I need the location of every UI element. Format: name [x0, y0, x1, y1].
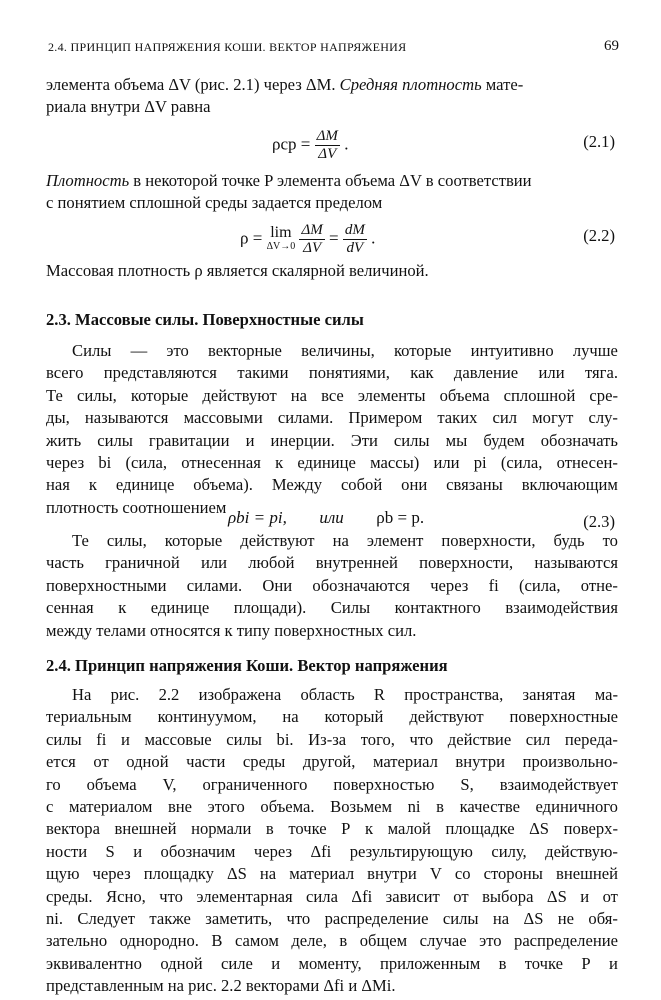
word: что	[409, 729, 434, 749]
word: или	[200, 553, 227, 573]
word: в	[265, 819, 274, 839]
word: силы,	[76, 385, 117, 405]
word: поверхности,	[419, 553, 514, 573]
text-line: Массовая плотность ρ является скалярной величиной.	[46, 261, 429, 280]
word: силе	[221, 953, 253, 973]
word: Между	[271, 475, 322, 495]
word: P	[341, 819, 351, 839]
word: силы	[46, 729, 82, 749]
word: континуумом,	[157, 707, 257, 727]
word: любой	[248, 553, 295, 573]
word: S	[105, 841, 115, 861]
word: рис.	[110, 685, 140, 704]
cauchy-paragraph	[46, 684, 618, 997]
word: сила	[306, 886, 338, 906]
equation-2-1: ρср = $\frac{\Delta M}{\Delta V}$ . (2.1)	[272, 128, 615, 162]
equation-number: (2.1)	[583, 132, 615, 151]
word: общем	[359, 931, 408, 951]
text-line	[46, 597, 618, 619]
text-line	[46, 796, 618, 818]
word: и	[580, 886, 590, 906]
word: представляются	[103, 363, 217, 383]
word: единице	[150, 598, 210, 618]
word: силы	[393, 430, 430, 450]
word: в	[436, 796, 444, 816]
word: область	[300, 685, 355, 704]
word: эквивалентно	[46, 953, 142, 973]
word: V	[429, 864, 442, 884]
text-line	[46, 774, 618, 796]
word: на	[332, 531, 349, 550]
word: среды	[242, 752, 286, 772]
word: сре-	[589, 385, 618, 405]
word: массовые	[144, 729, 212, 749]
word: мы	[445, 430, 468, 450]
equation-number: (2.3)	[583, 512, 615, 531]
word: Возьмем	[330, 796, 393, 816]
word: щую	[46, 864, 80, 884]
text-line	[46, 530, 618, 552]
word: Силы	[330, 598, 371, 618]
word: результирующую	[349, 841, 473, 861]
word: это	[479, 931, 502, 951]
word: ная	[46, 475, 70, 495]
text-line	[46, 953, 618, 975]
word: ΔS	[546, 886, 567, 906]
word: внешней	[555, 864, 618, 884]
scalar-sentence	[46, 260, 618, 282]
word: к	[88, 475, 97, 495]
word: объема).	[193, 475, 253, 495]
word: также	[149, 908, 191, 928]
word: будем	[483, 430, 525, 450]
word: bi	[98, 452, 112, 472]
text-line	[46, 362, 618, 384]
word: со	[454, 864, 471, 884]
text-line: между телами относятся к типу поверхностных сил.	[46, 620, 417, 640]
word: объема	[86, 774, 137, 794]
word: от	[453, 886, 469, 906]
word: поверхностные	[509, 707, 618, 727]
word: малой	[387, 819, 431, 839]
word: распределение	[324, 908, 429, 928]
word: от	[602, 886, 618, 906]
body-forces-paragraph	[46, 340, 618, 519]
word: обозначать	[540, 430, 618, 450]
word: (сила,	[500, 452, 543, 472]
word: тяга.	[584, 363, 618, 383]
word: выбора	[482, 886, 534, 906]
word: материалом	[68, 796, 153, 816]
word: Эти	[350, 430, 378, 450]
word: поверх-	[563, 819, 618, 839]
word: зательно	[46, 931, 108, 951]
word: могут	[532, 408, 574, 428]
text-line	[46, 818, 618, 840]
word: случае	[419, 931, 467, 951]
text-line	[46, 430, 618, 452]
word: через	[46, 452, 85, 472]
word: Они	[262, 575, 293, 595]
word: отне-	[580, 575, 618, 595]
word: другой,	[302, 752, 356, 772]
word: моменту,	[298, 953, 362, 973]
text-line	[46, 340, 618, 362]
word: Ясно,	[106, 886, 146, 906]
word: это	[166, 341, 189, 360]
word: Примером	[348, 408, 423, 428]
word: площади).	[233, 598, 307, 618]
word: единице	[115, 475, 175, 495]
intro-paragraph	[46, 74, 618, 119]
word: через	[253, 841, 293, 861]
word: на	[290, 385, 308, 405]
word: ды,	[46, 408, 70, 428]
word: такими	[237, 363, 289, 383]
word: действуют	[240, 531, 315, 550]
word: части	[186, 752, 226, 772]
text-line	[46, 385, 618, 407]
word: Те	[72, 531, 89, 550]
word: пространства,	[404, 685, 504, 704]
word: гравитации	[148, 430, 230, 450]
word: величины,	[301, 341, 375, 360]
word: к	[275, 452, 284, 472]
word: на	[492, 908, 510, 928]
word: внешней	[114, 819, 177, 839]
word: ется	[46, 752, 76, 772]
fraction: $\frac{\Delta M}{\Delta V}$	[316, 128, 338, 162]
text-line	[46, 729, 618, 751]
section-title-2-4: 2.4. Принцип напряжения Коши. Вектор напряжения	[46, 656, 448, 675]
running-head: 2.4. ПРИНЦИП НАПРЯЖЕНИЯ КОШИ. ВЕКТОР НАПРЯЖЕНИЯ	[48, 40, 407, 54]
word: понятиями,	[308, 363, 390, 383]
word: го	[46, 774, 61, 794]
word: силы	[442, 908, 479, 928]
word: лучше	[572, 341, 618, 360]
density-paragraph	[46, 170, 618, 215]
word: и	[133, 841, 143, 861]
text-line	[46, 930, 618, 952]
word: силы,	[106, 531, 147, 550]
word: как	[410, 363, 434, 383]
text-line: с понятием сплошной среды задается пределом	[46, 193, 383, 213]
text-line	[46, 886, 618, 908]
word: внутри	[455, 752, 506, 772]
word: единичного	[535, 796, 618, 816]
section-title-2-3: 2.3. Массовые силы. Поверхностные силы	[46, 310, 364, 329]
word: ма-	[594, 685, 618, 704]
word: Из-за	[308, 729, 347, 749]
word: через	[430, 575, 469, 595]
word: действуют	[409, 707, 484, 727]
word: В	[211, 931, 223, 951]
word: приложенным	[379, 953, 481, 973]
text-line	[46, 706, 618, 728]
word: произвольно-	[522, 752, 618, 772]
word: того,	[360, 729, 395, 749]
word: силы	[97, 430, 133, 450]
word: обя-	[588, 908, 618, 928]
word: от	[93, 752, 109, 772]
word: давление	[453, 363, 519, 383]
word: среды.	[46, 886, 93, 906]
word: силами.	[186, 575, 243, 595]
word: одной	[160, 953, 203, 973]
word: вектора	[46, 819, 100, 839]
word: этого	[207, 796, 245, 816]
word: действие	[447, 729, 512, 749]
word: действуют	[202, 385, 277, 405]
word: P	[581, 953, 591, 973]
word: качестве	[459, 796, 520, 816]
word: и	[121, 729, 130, 749]
word: (сила,	[125, 452, 168, 472]
text-line	[46, 552, 618, 574]
word: Следует	[77, 908, 136, 928]
text-line	[46, 863, 618, 885]
word: R	[373, 685, 385, 704]
word: часть	[46, 553, 84, 573]
word: внутри	[367, 864, 417, 884]
word: fi	[488, 575, 499, 595]
word: 2.2	[158, 685, 180, 704]
word: собой	[340, 475, 383, 495]
word: или	[433, 452, 460, 472]
text-line	[46, 684, 618, 706]
text-line	[46, 474, 618, 496]
word: что	[159, 886, 183, 906]
word: с	[46, 796, 54, 816]
word: точке	[288, 819, 327, 839]
word: в	[339, 931, 348, 951]
fraction: $\frac{dM}{dV}$	[344, 222, 365, 256]
word: распределение	[514, 931, 618, 951]
word: элементы	[357, 385, 426, 405]
text-line: Плотность в некоторой точке P элемента объема ΔV в соответствии	[46, 171, 532, 190]
word: ni	[407, 796, 421, 816]
word: на	[259, 864, 277, 884]
text-line	[46, 407, 618, 429]
word: pi	[473, 452, 487, 472]
word: и	[245, 430, 255, 450]
word: массовыми	[183, 408, 263, 428]
word: они	[401, 475, 428, 495]
word: ности	[46, 841, 88, 861]
word: будь	[553, 531, 585, 550]
text-line	[46, 751, 618, 773]
word: сенная	[46, 598, 94, 618]
word: интуитивно	[470, 341, 554, 360]
word: зависит	[385, 886, 440, 906]
word: включающим	[521, 475, 618, 495]
word: ограниченного	[202, 774, 308, 794]
word: связаны	[446, 475, 503, 495]
word: S,	[460, 774, 474, 794]
word: называются	[84, 408, 169, 428]
word: Δfi	[310, 841, 332, 861]
word: Силы	[72, 341, 112, 360]
word: через	[92, 864, 131, 884]
page-number: 69	[604, 38, 619, 54]
word: bi.	[276, 729, 294, 749]
word: на	[282, 707, 299, 727]
word: или	[538, 363, 565, 383]
word: нормали	[191, 819, 252, 839]
word: На	[72, 685, 92, 704]
word: силу,	[491, 841, 527, 861]
text-line: элемента объема ΔV (рис. 2.1) через ΔM. Средняя плотность мате-	[46, 75, 524, 94]
word: материал	[372, 752, 438, 772]
word: самом	[234, 931, 279, 951]
word: сил	[492, 408, 518, 428]
word: поверхностными	[46, 575, 167, 595]
word: точке	[524, 953, 564, 973]
word: V,	[162, 774, 177, 794]
word: называются	[534, 553, 618, 573]
word: взаимодействует	[499, 774, 618, 794]
equation-2-3: ρbi = pi, или ρb = p. (2.3)	[228, 508, 615, 531]
surface-forces-paragraph	[46, 530, 618, 642]
word: все	[321, 385, 344, 405]
word: вне	[167, 796, 193, 816]
word: действую-	[545, 841, 618, 861]
text-line	[46, 841, 618, 863]
word: стороны	[483, 864, 543, 884]
word: поверхностью	[333, 774, 435, 794]
word: объема	[439, 385, 490, 405]
word: всего	[46, 363, 84, 383]
word: площадке	[445, 819, 515, 839]
word: сплошной	[503, 385, 576, 405]
word: однородно.	[119, 931, 199, 951]
equation-number: (2.2)	[583, 226, 615, 245]
word: ΔS	[226, 864, 247, 884]
word: Δfi	[351, 886, 373, 906]
word: отнесен-	[556, 452, 618, 472]
word: к	[364, 819, 374, 839]
word: объема.	[260, 796, 315, 816]
word: занятая	[522, 685, 576, 704]
word: териальным	[46, 707, 132, 727]
word: таких	[437, 408, 478, 428]
word: заметить,	[205, 908, 273, 928]
text-line: плотность соотношением	[46, 497, 227, 517]
word: жить	[46, 430, 82, 450]
word: обозначаются	[312, 575, 410, 595]
word: единице	[297, 452, 356, 472]
word: отнесенная	[181, 452, 261, 472]
word: к	[118, 598, 127, 618]
word: массы)	[370, 452, 420, 472]
word: материал	[289, 864, 355, 884]
word: взаимодействия	[505, 598, 618, 618]
limit-operator: lim ΔV→0	[266, 223, 296, 252]
text-line	[46, 575, 618, 597]
word: то	[602, 531, 618, 550]
word: в	[498, 953, 507, 973]
word: Те	[46, 385, 63, 405]
equation-2-2: ρ = lim ΔV→0 $\frac{\Delta M}{\Delta V}$ = $\frac{dM}{dV}$ . (2.2)	[240, 222, 615, 256]
word: силами.	[277, 408, 334, 428]
text-line: риала внутри ΔV равна	[46, 97, 211, 117]
word: не	[557, 908, 575, 928]
word: площадку	[143, 864, 214, 884]
word: одной	[126, 752, 169, 772]
word: изображена	[198, 685, 282, 704]
word: граничной	[105, 553, 180, 573]
word: инерции.	[270, 430, 335, 450]
word: что	[286, 908, 311, 928]
word: контактного	[394, 598, 481, 618]
word: переда-	[564, 729, 618, 749]
word: и	[608, 953, 618, 973]
word: элемент	[366, 531, 424, 550]
word: ΔS	[529, 819, 550, 839]
fraction: $\frac{\Delta M}{\Delta V}$	[301, 222, 323, 256]
word: ni.	[46, 908, 64, 928]
word: которые	[393, 341, 452, 360]
word: сил	[525, 729, 551, 749]
word: и	[271, 953, 281, 973]
word: поверхности,	[441, 531, 536, 550]
word: элементарная	[196, 886, 293, 906]
text-line: представленным на рис. 2.2 векторами Δfi и ΔMi.	[46, 976, 396, 996]
text-line	[46, 452, 618, 474]
word: обозначим	[160, 841, 236, 861]
word: —	[130, 341, 148, 360]
word: (сила,	[518, 575, 561, 595]
word: деле,	[291, 931, 327, 951]
word: векторные	[207, 341, 282, 360]
word: которые	[130, 385, 189, 405]
word: ΔS	[523, 908, 544, 928]
word: слу-	[588, 408, 618, 428]
word: внутренней	[315, 553, 398, 573]
word: fi	[96, 729, 107, 749]
word: силы	[226, 729, 262, 749]
word: который	[324, 707, 384, 727]
text-line	[46, 908, 618, 930]
word: которые	[164, 531, 223, 550]
